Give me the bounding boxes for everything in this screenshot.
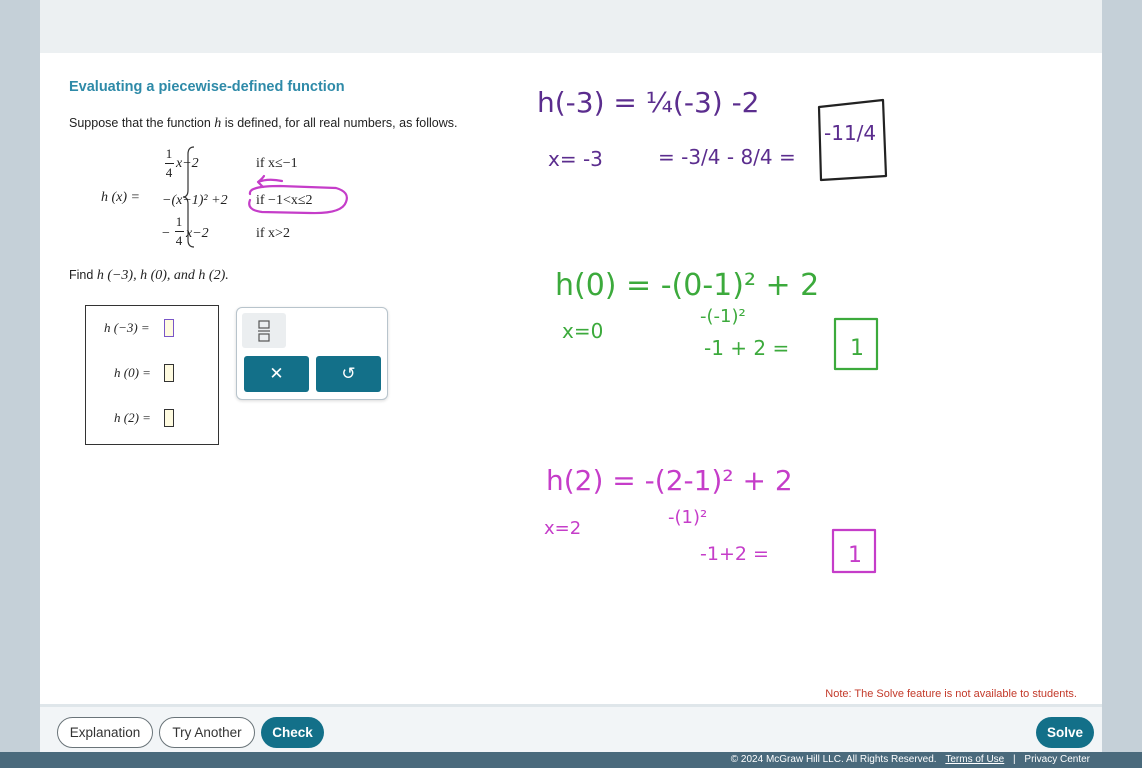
- check-button[interactable]: Check: [261, 717, 324, 748]
- answer-label-h-neg3: h (−3) =: [104, 320, 150, 335]
- intro-before: Suppose that the function: [69, 116, 215, 130]
- hw-line2: h(0) = -(0-1)² + 2: [555, 268, 820, 303]
- case2-condition: if −1<x≤2: [256, 193, 313, 208]
- try-another-button[interactable]: Try Another: [159, 717, 255, 748]
- copyright-text: © 2024 McGraw Hill LLC. All Rights Reserved.: [730, 754, 937, 765]
- answer-label-h-2: h (2) =: [114, 410, 151, 425]
- hw-line1-x: x= -3: [548, 147, 603, 171]
- hw-answer1-box: [819, 100, 886, 180]
- case3-expression: x−2: [186, 226, 209, 241]
- case2-expression: −(x−1)² +2: [162, 193, 228, 208]
- answer-input-h-2[interactable]: [164, 409, 174, 427]
- footer-links: [725, 754, 1090, 765]
- hw-line3-c: -1+2 =: [700, 543, 769, 565]
- clear-button[interactable]: [244, 356, 309, 392]
- hw-line3: h(2) = -(2-1)² + 2: [546, 464, 793, 497]
- hw-line2-c: -1 + 2 =: [704, 336, 790, 360]
- explanation-button[interactable]: Explanation: [57, 717, 153, 748]
- solve-button[interactable]: Solve: [1036, 717, 1094, 748]
- hw-answer2-box: [835, 319, 877, 369]
- problem-intro: [69, 116, 457, 132]
- answer-input-h-0[interactable]: [164, 364, 174, 382]
- footer-separator: |: [1013, 754, 1016, 765]
- terms-link[interactable]: Terms of Use: [945, 754, 1005, 765]
- hw-line1: h(-3) = ¼(-3) -2: [537, 86, 760, 119]
- case1-condition: if x≤−1: [256, 156, 298, 171]
- hw-line2-x: x=0: [562, 319, 604, 343]
- hw-line3-x: x=2: [544, 518, 582, 539]
- find-prompt: [69, 268, 229, 284]
- top-bar: [40, 0, 1102, 53]
- fraction-icon: [257, 320, 271, 342]
- find-expression: h (−3), h (0), and h (2).: [96, 268, 229, 283]
- math-keypad: [236, 307, 388, 400]
- function-name: h (x) =: [101, 190, 140, 205]
- hw-line3-b: -(1)²: [668, 507, 708, 528]
- answer-input-h-neg3[interactable]: [164, 319, 174, 337]
- case1-expression: x−2: [176, 156, 199, 171]
- hw-answer3-box: [833, 530, 875, 572]
- intro-after: is defined, for all real numbers, as follows.: [221, 116, 458, 130]
- case3-fraction-bar: [175, 231, 184, 232]
- case3-numerator: 1: [175, 214, 183, 229]
- answer-label-h-0: h (0) =: [114, 365, 151, 380]
- case1-fraction-bar: [165, 163, 174, 164]
- find-label: Find: [69, 268, 94, 282]
- hw-line1-ans: -11/4: [824, 121, 877, 145]
- case3-sign: −: [162, 226, 170, 241]
- solve-note: Note: The Solve feature is not available to students.: [825, 688, 1077, 700]
- case1-numerator: 1: [165, 146, 173, 161]
- fraction-button[interactable]: [242, 313, 286, 348]
- hw-line3-ans: 1: [848, 543, 862, 568]
- undo-button[interactable]: [316, 356, 381, 392]
- ink-arrow: [258, 176, 282, 187]
- undo-icon: ↺: [341, 364, 356, 383]
- footer: [0, 752, 1142, 768]
- bottom-bar: [40, 704, 1102, 752]
- privacy-link[interactable]: Privacy Center: [1024, 754, 1090, 765]
- answer-panel: [85, 305, 219, 445]
- case1-denominator: 4: [165, 165, 173, 180]
- intro-var: h: [214, 116, 222, 131]
- case3-condition: if x>2: [256, 226, 290, 241]
- problem-title: Evaluating a piecewise-defined function: [69, 79, 345, 95]
- close-icon: ✕: [269, 364, 284, 383]
- hw-line1-b: = -3/4 - 8/4 =: [658, 145, 796, 169]
- app-window: [40, 0, 1102, 768]
- hw-line2-ans: 1: [850, 336, 864, 361]
- case3-denominator: 4: [175, 233, 183, 248]
- hw-line2-b: -(-1)²: [700, 306, 746, 327]
